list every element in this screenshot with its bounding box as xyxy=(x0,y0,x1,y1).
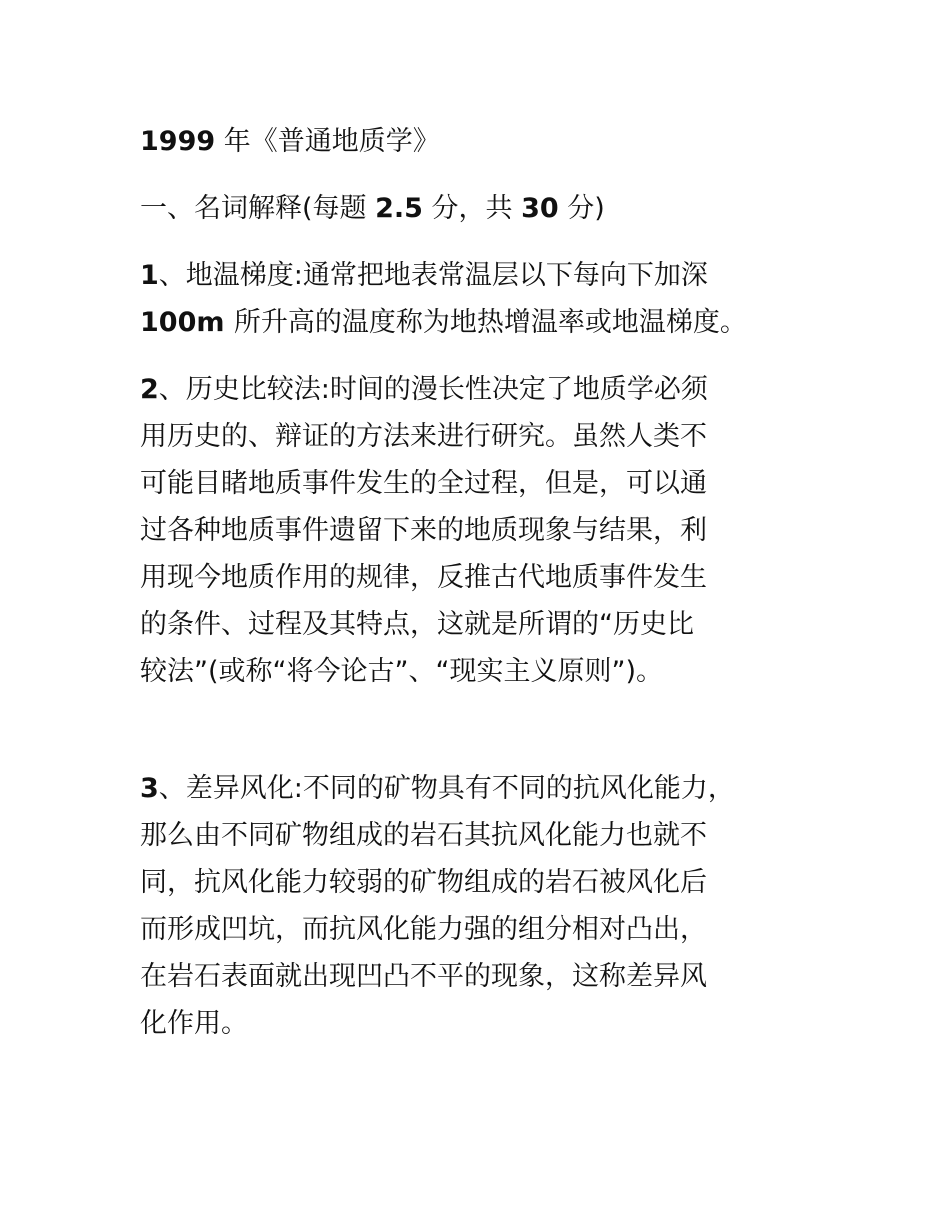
definition-line: 同，抗风化能力较弱的矿物组成的岩石被风化后 xyxy=(140,867,707,898)
definition-line: 在岩石表面就出现凹凸不平的现象，这称差异风 xyxy=(140,961,707,992)
definition-line: 那么由不同矿物组成的岩石其抗风化能力也就不 xyxy=(140,820,707,851)
title-year: 1999 xyxy=(140,126,216,157)
definition-item-2 xyxy=(140,366,820,695)
definition-line: 过各种地质事件遗留下来的地质现象与结果，利 xyxy=(140,515,707,546)
title-text: 年《普通地质学》 xyxy=(215,126,440,157)
definition-item-3 xyxy=(140,765,820,1047)
section-total: 30 xyxy=(521,193,559,224)
definition-line: 用历史的、辩证的方法来进行研究。虽然人类不 xyxy=(140,421,707,452)
document-title xyxy=(140,118,820,165)
definition-line xyxy=(140,252,820,299)
definition-line: 而形成凹坑，而抗风化能力强的组分相对凸出， xyxy=(140,914,707,945)
definition-text: 所升高的温度称为地热增温率或地温梯度。 xyxy=(233,307,747,338)
definition-text: 、差异风化:不同的矿物具有不同的抗风化能力， xyxy=(158,773,735,804)
definition-line xyxy=(140,366,820,413)
section-score: 2.5 xyxy=(375,193,423,224)
item-number: 1 xyxy=(140,260,159,291)
document-content xyxy=(140,118,820,1067)
definition-text: 、历史比较法:时间的漫长性决定了地质学必须 xyxy=(158,374,708,405)
definition-line: 较法”(或称“将今论古”、“现实主义原则”)。 xyxy=(140,656,664,687)
section-heading-pre: 一、名词解释(每题 xyxy=(140,193,376,224)
item-number: 2 xyxy=(140,374,159,405)
section-heading-post: 分) xyxy=(558,193,605,224)
definition-line xyxy=(140,765,820,812)
section-heading xyxy=(140,185,820,232)
definition-line xyxy=(140,299,820,346)
section-heading-mid: 分，共 xyxy=(422,193,522,224)
definition-text: 、地温梯度:通常把地表常温层以下每向下加深 xyxy=(158,260,708,291)
definition-line: 用现今地质作用的规律，反推古代地质事件发生 xyxy=(140,562,707,593)
definition-item-1 xyxy=(140,252,820,346)
item-number: 3 xyxy=(140,773,159,804)
depth-value: 100m xyxy=(140,307,234,338)
definition-line: 化作用。 xyxy=(140,1008,248,1039)
definition-line: 可能目睹地质事件发生的全过程，但是，可以通 xyxy=(140,468,707,499)
definition-line: 的条件、过程及其特点，这就是所谓的“历史比 xyxy=(140,609,694,640)
